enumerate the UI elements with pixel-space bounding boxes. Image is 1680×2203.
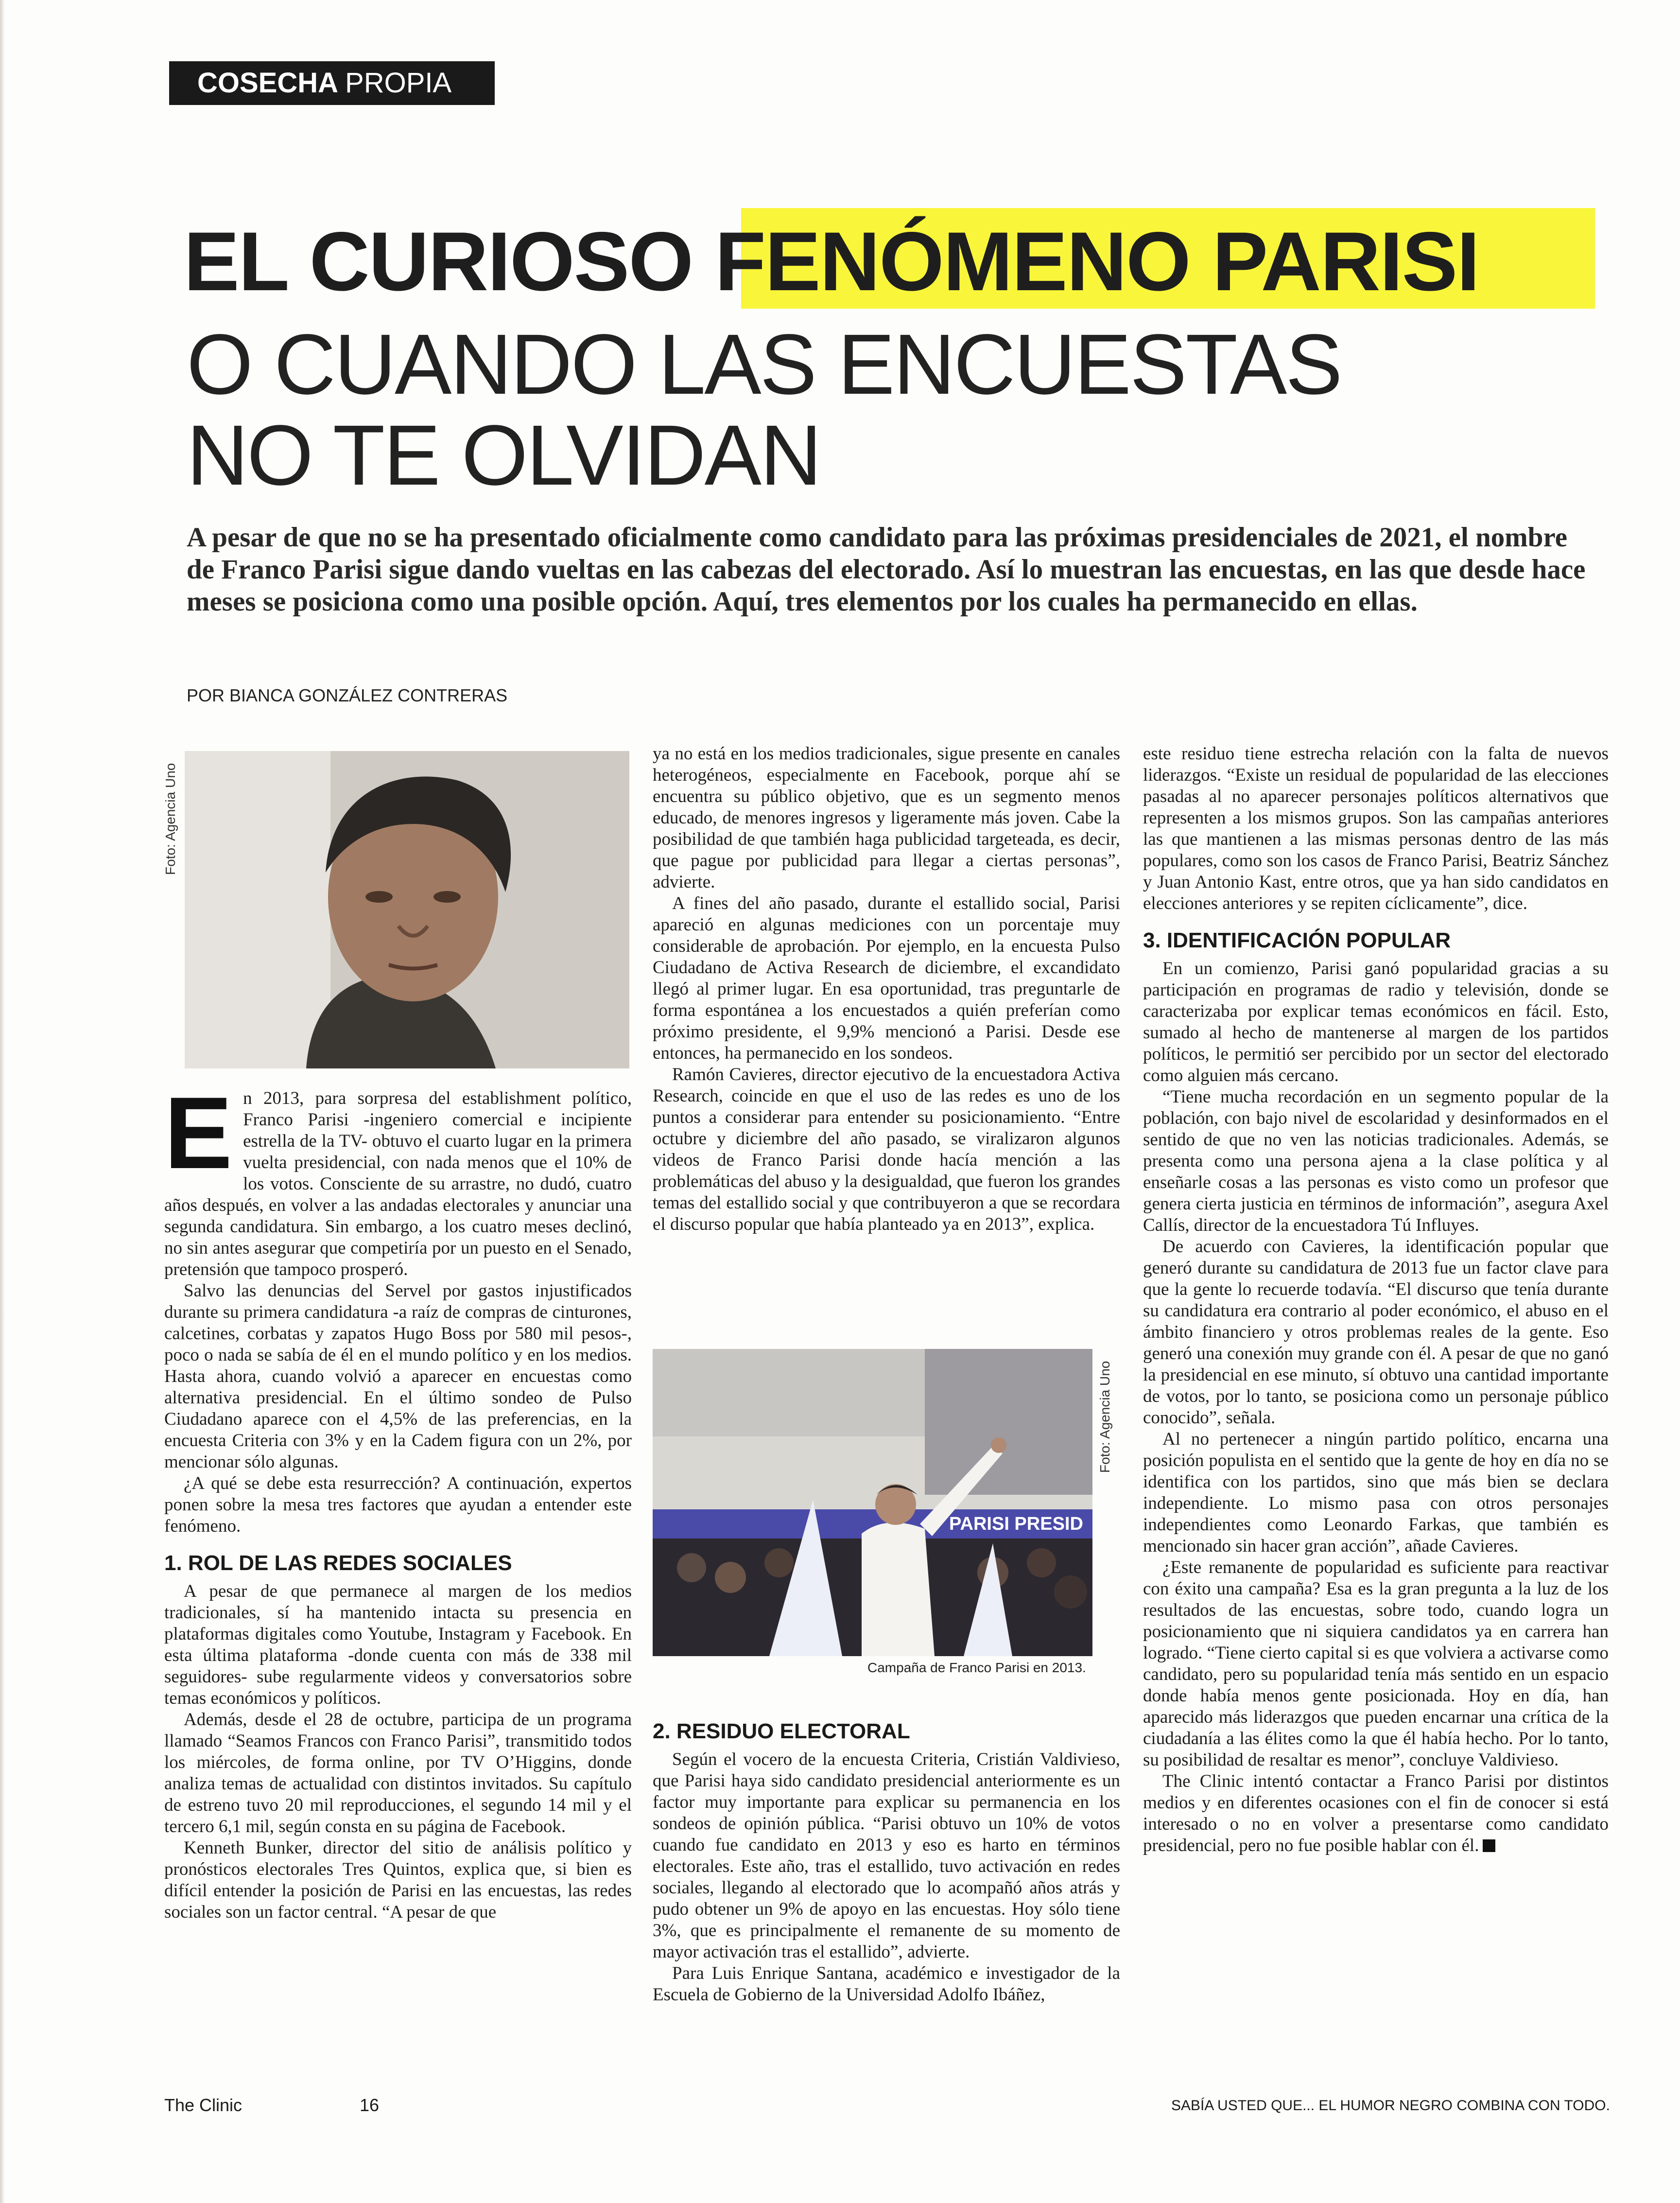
- headline-part1: EL CURIOSO: [184, 215, 693, 308]
- col1-paragraph-3: ¿A qué se debe esta resurrección? A continuación, expertos ponen sobre la mesa tres factores que ayudan a entender este fenómeno.: [164, 1473, 632, 1536]
- portrait-image: [185, 751, 629, 1068]
- photo-credit-2: Foto: Agencia Uno: [1097, 1361, 1112, 1473]
- lede: A pesar de que no se ha presentado oficialmente como candidato para las próximas presidenciales de 2021, el nombre de Franco Parisi sigue dando vueltas en las cabezas del electorado. Así lo muestran las encuestas, en las que desde hace meses se posiciona como una posible opción. Aquí, tres elementos por los cuales ha permanecido en ellas.: [187, 522, 1586, 617]
- section-heading-1: 1. ROL DE LAS REDES SOCIALES: [164, 1551, 512, 1575]
- section-tag-light: PROPIA: [345, 67, 452, 99]
- col3-p7-text: The Clinic intentó contactar a Franco Parisi por distintos medios y en diferentes ocasiones con el fin de conocer si está interesado o no en volver a presentarse como candidato presidencial, pero no fue posible hablar con él.: [1143, 1771, 1609, 1855]
- col3-paragraph-3: “Tiene mucha recordación en un segmento popular de la población, con bajo nivel de escolaridad y desinformados en el sentido de que no ven las noticias tradicionales. Además, se presenta como una persona ajena a la clase política y al enseñarle cosas a las personas es visto como un profesor que genera cierta justicia en términos de información”, asegura Axel Callís, director de la encuestadora Tú Influyes.: [1143, 1087, 1609, 1235]
- headline-line-2: O CUANDO LAS ENCUESTAS: [187, 317, 1341, 412]
- headline-highlight-text: FENÓMENO PARISI: [715, 215, 1479, 308]
- headline-line-1: [184, 213, 1479, 310]
- column-2: [653, 743, 1120, 1235]
- column-2-lower: [653, 1719, 1120, 2006]
- campaign-image: [653, 1349, 1092, 1656]
- column-1: [164, 1076, 632, 1923]
- col3-paragraph-5: Al no pertenecer a ningún partido político, encarna una posición populista en el sentido que la gente de hoy en día no se identifica con los partidos, sino que más bien se declara independiente. Lo mismo pasa con otros personajes independientes como Leonardo Farkas, que también es mencionado sin hacer gran acción”, añade Cavieres.: [1143, 1429, 1609, 1556]
- col3-paragraph-1: este residuo tiene estrecha relación con la falta de nuevos liderazgos. “Existe un residual de popularidad de las elecciones pasadas al no aparecer personajes políticos alternativos que representen a los mismos grupos. Son las campañas anteriores las que mantienen a las mismas personas dentro de las más populares, como son los casos de Franco Parisi, Beatriz Sánchez y Juan Antonio Kast, entre otros, que ya han sido candidatos en elecciones anteriores y se repiten cíclicamente”, dice.: [1143, 744, 1609, 913]
- col3-paragraph-6: ¿Este remanente de popularidad es suficiente para reactivar con éxito una campaña? Esa es la gran pregunta a la luz de los resultados de las encuestas, sobre todo, cuando logra un posicionamiento que ni siquiera candidatos ya en carrera han logrado. “Tiene cierto capital si es que volviera a activarse como candidato, pero su popularidad tenía más sentido en un espacio donde había menos gente posicionada. Hoy en día, han aparecido más liderazgos que pueden encarnar una crítica de la ciudadanía a las élites como la que él había hecho. Por lo tanto, su posibilidad de resaltar es menor”, concluye Valdivieso.: [1143, 1557, 1609, 1770]
- section-tag: [169, 61, 495, 105]
- section-tag-bold: COSECHA: [197, 67, 339, 99]
- column-3: [1143, 743, 1609, 1856]
- col1-paragraph-1: [164, 1076, 632, 1280]
- footer-magazine-name: The Clinic: [164, 2095, 242, 2115]
- footer-tagline: SABÍA USTED QUE... EL HUMOR NEGRO COMBINA CON TODO.: [1171, 2098, 1610, 2114]
- page-edge: [0, 0, 5, 2203]
- col2-paragraph-5: Para Luis Enrique Santana, académico e investigador de la Escuela de Gobierno de la Universidad Adolfo Ibáñez,: [653, 1963, 1120, 2005]
- campaign-photo: [653, 1349, 1092, 1656]
- col1-paragraph-2: Salvo las denuncias del Servel por gastos injustificados durante su primera candidatura -a raíz de compras de cinturones, calcetines, corbatas y zapatos Hugo Boss por 580 mil pesos-, poco o nada se sabía de él en el mundo político y en los medios. Hasta ahora, cuando volvió a aparecer en encuestas como alternativa presidencial. En el último sondeo de Pulso Ciudadano aparece con el 4,5% de las preferencias, en la encuesta Criteria con 3% y en la Cadem figura con un 2%, por mencionar sólo algunas.: [164, 1281, 632, 1472]
- section-heading-3: 3. IDENTIFICACIÓN POPULAR: [1143, 928, 1451, 952]
- photo-credit-1: Foto: Agencia Uno: [163, 763, 178, 875]
- section-heading-2: 2. RESIDUO ELECTORAL: [653, 1719, 910, 1743]
- col2-paragraph-3: Ramón Cavieres, director ejecutivo de la encuestadora Activa Research, coincide en que el uso de las redes es uno de los puntos a considerar para entender su posicionamiento. “Entre octubre y diciembre del año pasado, se viralizaron algunos videos de Franco Parisi donde hacía mención a las problemáticas del abuso y la desigualdad, que fueron los grandes temas del estallido social y que contribuyeron a que se recordara el discurso popular que había planteado ya en 2013”, explica.: [653, 1065, 1120, 1234]
- banner-text: PARISI PRESID: [949, 1514, 1083, 1534]
- drop-cap: E: [164, 1076, 233, 1190]
- col2-paragraph-2: A fines del año pasado, durante el estallido social, Parisi apareció en algunas mediciones con un porcentaje muy considerable de aprobación. Por ejemplo, en la encuesta Pulso Ciudadano de Activa Research de diciembre, el excandidato llegó al primer lugar. En esa oportunidad, tras preguntarle de forma espontánea a los encuestados a quién preferían como próximo presidente, el 9,9% mencionó a Parisi. Desde ese entonces, ha permanecido en los sondeos.: [653, 893, 1120, 1063]
- col1-p1-text: n 2013, para sorpresa del establishment político, Franco Parisi -ingeniero comercial e incipiente estrella de la TV- obtuvo el cuarto lugar en la primera vuelta presidencial, con nada menos que el 10% de los votos. Consciente de su arrastre, no dudó, cuatro años después, en volver a las andadas electorales y anunciar una segunda candidatura. Sin embargo, a los cuatro meses declinó, no sin antes asegurar que competiría por un puesto en el Senado, pretensión que tampoco prosperó.: [164, 1088, 632, 1279]
- byline: POR BIANCA GONZÁLEZ CONTRERAS: [187, 685, 508, 705]
- end-mark-icon: [1483, 1839, 1495, 1852]
- col1-paragraph-5: Además, desde el 28 de octubre, participa de un programa llamado “Seamos Francos con Franco Parisi”, transmitido todos los miércoles, de forma online, por TV O’Higgins, donde analiza temas de actualidad con distintos invitados. Su capítulo de estreno tuvo 20 mil reproducciones, el segundo 14 mil y el tercero 6,1 mil, según consta en su página de Facebook.: [164, 1710, 632, 1836]
- portrait-photo: [185, 751, 629, 1068]
- headline-line-3: NO TE OLVIDAN: [187, 408, 821, 503]
- col1-paragraph-6: Kenneth Bunker, director del sitio de análisis político y pronósticos electorales Tres Quintos, explica que, si bien es difícil entender la posición de Parisi en las encuestas, las redes sociales son un factor central. “A pesar de que: [164, 1838, 632, 1922]
- col3-paragraph-7: [1143, 1771, 1609, 1856]
- col2-paragraph-1: ya no está en los medios tradicionales, sigue presente en canales heterogéneos, especialmente en Facebook, porque ahí se encuentra su público objetivo, que es un segmento menos educado, de menores ingresos y ligeramente más joven. Cabe la posibilidad de que también haga publicidad targeteada, es decir, que pague por publicidad para llegar a ciertas personas”, advierte.: [653, 744, 1120, 892]
- col1-paragraph-4: A pesar de que permanece al margen de los medios tradicionales, sí ha mantenido intacta su presencia en plataformas digitales como Youtube, Instagram y Facebook. En esta última plataforma -donde cuenta con más de 338 mil seguidores- sube regularmente videos y conversatorios sobre temas económicos y políticos.: [164, 1581, 632, 1708]
- footer-page-number: 16: [360, 2095, 380, 2115]
- photo-caption: Campaña de Franco Parisi en 2013.: [867, 1660, 1086, 1675]
- col2-paragraph-4: Según el vocero de la encuesta Criteria, Cristián Valdivieso, que Parisi haya sido candidato presidencial anteriormente es un factor muy importante para explicar su permanencia en los sondeos de opinión pública. “Parisi obtuvo un 10% de votos cuando fue candidato en 2013 y eso es harto en términos electorales. Este año, tras el estallido, tuvo activación en redes sociales, llegando al electorado que lo acompañó años atrás y pudo obtener un 9% de apoyo en las encuestas. Hoy sólo tiene 3%, que es principalmente el remanente de su momento de mayor activación tras el estallido”, advierte.: [653, 1749, 1120, 1962]
- col3-paragraph-4: De acuerdo con Cavieres, la identificación popular que generó durante su candidatura de 2013 fue un factor clave para que la gente lo recuerde todavía. “El discurso que tenía durante su candidatura era contrario al poder económico, el abuso en el ámbito financiero y otros problemas reales de la gente. Eso generó una conexión muy grande con él. A pesar de que no ganó la presidencial en ese minuto, sí obtuvo una cantidad importante de votos, por lo tanto, se posiciona como un personaje público conocido”, señala.: [1143, 1237, 1609, 1428]
- col3-paragraph-2: En un comienzo, Parisi ganó popularidad gracias a su participación en programas de radio y televisión, donde se caracterizaba por explicar temas económicos en fácil. Esto, sumado al hecho de mantenerse al margen de los partidos políticos, le permitió ser percibido por un sector del electorado como alguien más cercano.: [1143, 959, 1609, 1085]
